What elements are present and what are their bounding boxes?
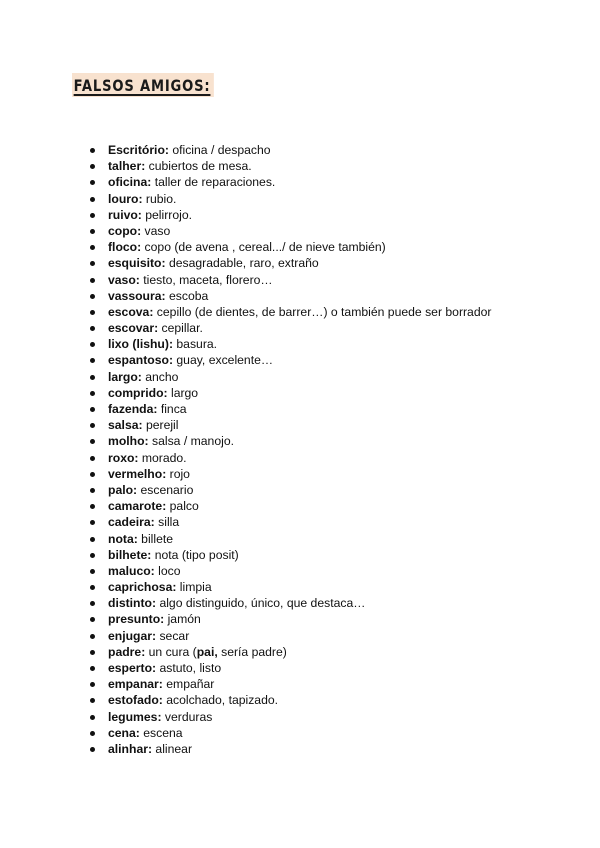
definition-continued: sería padre) [217,644,287,659]
bullet-icon [90,261,95,266]
list-item [90,692,491,708]
list-item [90,482,491,498]
list-item [90,725,491,741]
definition: tiesto, maceta, florero… [139,272,273,287]
term: Escritório: [108,143,169,157]
bullet-icon [90,601,95,606]
definition: nota (tipo posit) [151,547,239,562]
definition: jamón [164,612,201,627]
definition: copo (de avena , cereal.../ de nieve también) [141,240,386,255]
bullet-icon [90,342,95,347]
list-item [90,450,491,466]
bullet-icon [90,197,95,202]
bullet-icon [90,407,95,412]
bullet-icon [90,456,95,461]
bullet-icon [90,423,95,428]
term: alinhar: [108,741,153,756]
bullet-icon [90,634,95,639]
term: copo: [108,223,142,238]
term: lixo (lishu): [108,337,173,352]
term: esquisito: [108,256,166,271]
list-item [90,709,491,725]
list-item [90,433,491,449]
definition: silla [154,515,180,530]
term: oficina: [108,175,152,190]
definition: ancho [141,369,179,384]
bullet-icon [90,504,95,509]
bullet-icon [90,391,95,396]
definition: desagradable, raro, extraño [165,256,319,271]
definition: perejil [142,418,179,433]
term: nota: [108,531,138,546]
list-item [90,401,491,417]
term: molho: [108,434,149,449]
bullet-icon [90,682,95,687]
term: bilhete: [108,547,152,562]
list-item [90,336,491,352]
definition: pelirrojo. [141,207,192,222]
term: distinto: [108,596,157,611]
definition: guay, excelente… [173,353,274,368]
list-item [90,514,491,530]
bullet-icon [90,294,95,299]
term: legumes: [108,709,162,724]
definition: oficina / despacho [168,143,271,157]
bullet-icon [90,731,95,736]
list-item [90,547,491,563]
definition: escena [139,725,183,740]
list-item [90,385,491,401]
bullet-icon [90,488,95,493]
definition: escenario [137,482,194,497]
bullet-icon [90,569,95,574]
definition: basura. [173,337,218,352]
list-item [90,563,491,579]
definition: astuto, listo [156,661,222,675]
definition: acolchado, tapizado. [162,693,279,708]
term: vermelho: [108,466,167,481]
list-item [90,207,491,223]
list-item [90,628,491,644]
list-item [90,223,491,239]
bullet-icon [90,278,95,283]
definition: secar [156,628,190,643]
list-item [90,272,491,288]
definition: rojo [166,466,190,481]
list-item [90,644,491,660]
definition: vaso [141,223,171,238]
list-item [90,660,491,676]
definition: alinear [152,741,193,756]
list-item [90,239,491,255]
definition: largo [167,385,199,400]
list-item [90,611,491,627]
term: maluco: [108,563,155,578]
definition: un cura ( [145,644,197,659]
bullet-icon [90,213,95,218]
term: louro: [108,191,143,206]
bullet-icon [90,617,95,622]
list-item [90,498,491,514]
bullet-icon [90,148,95,153]
bullet-icon [90,310,95,315]
term: cena: [108,725,140,740]
definition: cepillar. [158,321,203,336]
definition: escoba [165,288,209,303]
term: ruivo: [108,207,142,222]
bullet-icon [90,358,95,363]
term: camarote: [108,499,167,514]
definition: palco [166,499,199,514]
list-item [90,304,491,320]
list-item [90,531,491,547]
bullet-icon [90,666,95,671]
bullet-icon [90,439,95,444]
list-item [90,142,491,158]
definition: salsa / manojo. [148,434,234,449]
list-item [90,320,491,336]
bullet-icon [90,245,95,250]
definition: morado. [138,450,187,465]
list-item [90,191,491,207]
bullet-icon [90,553,95,558]
definition: cubiertos de mesa. [145,159,252,174]
list-item [90,417,491,433]
bullet-icon [90,180,95,185]
bullet-icon [90,698,95,703]
definition: cepillo (de dientes, de barrer…) o también puede ser borrador [153,304,492,319]
bullet-icon [90,164,95,169]
term: presunto: [108,612,165,627]
term: largo: [108,369,142,384]
term: vaso: [108,272,140,287]
bullet-icon [90,375,95,380]
bullet-icon [90,747,95,752]
term: fazenda: [108,402,158,416]
term: comprido: [108,385,168,400]
term: salsa: [108,418,143,433]
term: escova: [108,304,154,319]
term: talher: [108,159,146,174]
list-item [90,288,491,304]
definition: rubio. [142,191,177,206]
list-item [90,352,491,368]
term: cadeira: [108,515,155,530]
term: esperto: [108,661,157,675]
term: estofado: [108,693,163,708]
definition: billete [137,531,174,546]
title-block [72,73,245,101]
term: palo: [108,482,138,497]
bullet-icon [90,715,95,720]
list-item [90,255,491,271]
term: espantoso: [108,353,174,368]
definition: algo distinguido, único, que destaca… [156,596,366,611]
term: roxo: [108,450,139,465]
list-item [90,369,491,385]
term-inline: pai, [196,644,218,659]
list-item [90,595,491,611]
definition: limpia [176,580,212,595]
term: empanar: [108,677,163,692]
definition: empañar [162,677,215,692]
definition: verduras [161,709,213,724]
bullet-icon [90,650,95,655]
false-friends-list [90,142,491,757]
definition: taller de reparaciones. [151,175,276,190]
bullet-icon [90,537,95,542]
bullet-icon [90,229,95,234]
list-item [90,466,491,482]
list-item [90,741,491,757]
term: enjugar: [108,628,157,643]
bullet-icon [90,585,95,590]
page-title: FALSOS AMIGOS: [72,73,214,97]
term: floco: [108,240,142,255]
list-item [90,174,491,190]
list-item [90,158,491,174]
term: padre: [108,644,146,659]
bullet-icon [90,520,95,525]
list-item [90,579,491,595]
bullet-icon [90,326,95,331]
term: vassoura: [108,288,166,303]
term: escovar: [108,321,159,336]
list-item [90,676,491,692]
definition: loco [154,563,181,578]
term: caprichosa: [108,580,177,595]
definition: finca [157,402,187,416]
bullet-icon [90,472,95,477]
